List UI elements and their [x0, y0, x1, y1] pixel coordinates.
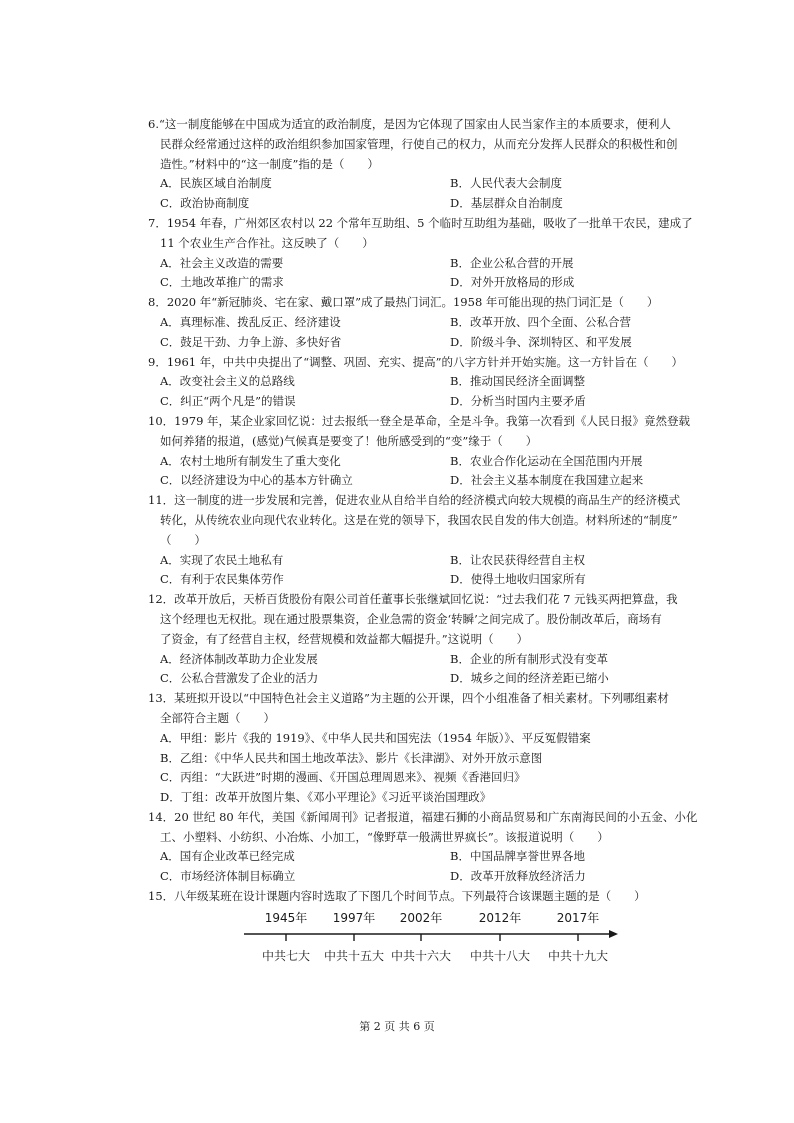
- answer-options: [148, 372, 728, 412]
- timeline-year-label: 2012年: [478, 910, 522, 925]
- timeline-year-label: 2002年: [399, 910, 443, 925]
- answer-option: C．土地改革推广的需求: [160, 275, 284, 290]
- question-item: [148, 491, 728, 590]
- question-stem-line: 11 个农业生产合作社。这反映了（ ）: [160, 235, 374, 250]
- timeline-figure: [148, 909, 728, 971]
- answer-option: A．经济体制改革助力企业发展: [160, 651, 318, 666]
- answer-option: D．对外开放格局的形成: [450, 275, 575, 290]
- answer-option: B．企业公私合营的开展: [450, 255, 574, 270]
- timeline-event-label: 中共十六大: [390, 948, 452, 963]
- answer-option: C．鼓足干劲、力争上游、多快好省: [160, 334, 342, 349]
- timeline-arrow-icon: [609, 930, 618, 938]
- question-item: [148, 214, 728, 293]
- question-stem-line: 转化，从传统农业向现代农业转化。这是在党的领导下，我国农民自发的伟大创造。材料所述的“制度”: [160, 512, 678, 527]
- question-stem-line: 10．1979 年，某企业家回忆说：过去报纸一登全是革命，全是斗争。我第一次看到《人民日报》竟然登载: [148, 413, 691, 428]
- answer-options: [148, 313, 728, 353]
- question-list: [148, 115, 728, 971]
- question-stem-line: 14．20 世纪 80 年代，美国《新闻周刊》记者报道，福建石狮的小商品贸易和广东南海民间的小五金、小化: [148, 809, 698, 824]
- answer-option: B．人民代表大会制度: [450, 176, 562, 191]
- answer-option: D．改革开放释放经济活力: [450, 869, 586, 884]
- question-stem-line: 全部符合主题（ ）: [160, 710, 275, 725]
- question-item: [148, 353, 728, 412]
- question-stem-line: 工、小塑料、小纺织、小冶炼、小加工，“像野草一般满世界疯长”。该报道说明（ ）: [160, 829, 609, 844]
- answer-option: B．乙组：《中华人民共和国土地改革法》、影片《长津湖》、对外开放示意图: [160, 750, 543, 765]
- answer-option: C．公私合营激发了企业的活力: [160, 671, 319, 686]
- answer-options: [148, 847, 728, 887]
- answer-option: D．丁组：改革开放图片集、《邓小平理论》《习近平谈治国理政》: [160, 790, 492, 805]
- timeline-year-label: 2017年: [556, 910, 600, 925]
- question-stem-line: 造性。”材料中的“这一制度”指的是（ ）: [160, 156, 379, 171]
- question-item: [148, 887, 728, 971]
- question-stem-line: 民群众经常通过这样的政治组织参加国家管理，行使自己的权力，从而充分发挥人民群众的积极性和创: [160, 136, 678, 151]
- answer-options: [148, 254, 728, 294]
- question-stem-line: 8．2020 年“新冠肺炎、宅在家、戴口罩”成了最热门词汇。1958 年可能出现的热门词汇是（ ）: [148, 295, 659, 310]
- question-stem-line: 15．八年级某班在设计课题内容时选取了下图几个时间节点。下列最符合该课题主题的是（ ）: [148, 889, 646, 904]
- question-item: [148, 293, 728, 352]
- answer-option: B．农业合作化运动在全国范围内开展: [450, 453, 643, 468]
- answer-option: D．社会主义基本制度在我国建立起来: [450, 473, 644, 488]
- answer-option: C．政治协商制度: [160, 196, 250, 211]
- answer-option: C．以经济建设为中心的基本方针确立: [160, 473, 353, 488]
- question-stem-line: 了资金，有了经营自主权，经营规模和效益都大幅提升。”这说明（ ）: [160, 631, 529, 646]
- question-stem-line: 6.“这一制度能够在中国成为适宜的政治制度，是因为它体现了国家由人民当家作主的本质要求，便利人: [148, 117, 671, 131]
- page-number: 第 2 页 共 6 页: [359, 1020, 435, 1033]
- answer-option: A．甲组：影片《我的 1919》、《中华人民共和国宪法（1954 年版）》、平反冤假错案: [160, 730, 591, 745]
- timeline-event-label: 中共七大: [261, 948, 311, 963]
- timeline-year-label: 1997年: [332, 910, 376, 925]
- question-item: [148, 590, 728, 689]
- question-stem-line: 7．1954 年春，广州郊区农村以 22 个常年互助组、5 个临时互助组为基础，吸收了一批单干农民，建成了: [148, 215, 693, 230]
- answer-option: B．改革开放、四个全面、公私合营: [450, 314, 631, 329]
- timeline-event-label: 中共十五大: [323, 948, 385, 963]
- answer-option: B．推动国民经济全面调整: [450, 374, 585, 389]
- answer-option: C．市场经济体制目标确立: [160, 869, 296, 884]
- answer-options: [148, 174, 728, 214]
- question-stem-line: 如何养猪的报道，(感觉)气候真是要变了！他所感受到的“变”缘于（ ）: [160, 433, 538, 448]
- answer-option: D．阶级斗争、深圳特区、和平发展: [450, 334, 632, 349]
- question-item: [148, 115, 728, 214]
- answer-option: D．基层群众自治制度: [450, 196, 563, 211]
- timeline-event-label: 中共十九大: [547, 948, 609, 963]
- answer-options: [148, 551, 728, 591]
- answer-option: A．农村土地所有制发生了重大变化: [160, 453, 341, 468]
- answer-option: D．城乡之间的经济差距已缩小: [450, 671, 609, 686]
- answer-option: C．纠正“两个凡是”的错误: [160, 394, 296, 409]
- question-stem-line: 12．改革开放后，天桥百货股份有限公司首任董事长张继斌回忆说：“过去我们花 7 元钱买两把算盘，我: [148, 592, 678, 607]
- timeline-year-label: 1945年: [264, 910, 308, 925]
- answer-option: A．改变社会主义的总路线: [160, 374, 295, 389]
- answer-options: [148, 650, 728, 690]
- answer-option: A．社会主义改造的需要: [160, 255, 284, 270]
- question-stem-line: 13．某班拟开设以“中国特色社会主义道路”为主题的公开课，四个小组准备了相关素材。下列哪组素材: [148, 691, 669, 706]
- answer-option: C．丙组：“大跃进”时期的漫画、《开国总理周恩来》、视频《香港回归》: [160, 770, 526, 785]
- answer-option: B．中国品牌享誉世界各地: [450, 849, 585, 864]
- answer-option: A．实现了农民土地私有: [160, 552, 284, 567]
- answer-option: A．国有企业改革已经完成: [160, 849, 295, 864]
- question-item: [148, 689, 728, 808]
- question-item: [148, 412, 728, 491]
- question-stem-line: 9．1961 年，中共中央提出了“调整、巩固、充实、提高”的八字方针并开始实施。这一方针旨在（ ）: [148, 354, 683, 369]
- answer-option: D．使得土地收归国家所有: [450, 572, 586, 587]
- question-stem-line: （ ）: [160, 532, 206, 547]
- answer-option: D．分析当时国内主要矛盾: [450, 394, 586, 409]
- answer-option: A．民族区域自治制度: [160, 176, 272, 191]
- answer-option: A．真理标准、拨乱反正、经济建设: [160, 314, 341, 329]
- answer-options: [148, 729, 728, 808]
- answer-option: B．让农民获得经营自主权: [450, 552, 585, 567]
- question-stem-line: 这个经理也无权批。现在通过股票集资，企业急需的资金‘转瞬’之间完成了。股份制改革后，商场有: [160, 611, 662, 626]
- answer-option: B．企业的所有制形式没有变革: [450, 651, 608, 666]
- answer-option: C．有利于农民集体劳作: [160, 572, 284, 587]
- question-stem-line: 11．这一制度的进一步发展和完善，促进农业从自给半自给的经济模式向较大规模的商品生产的经济模式: [148, 493, 681, 508]
- timeline-event-label: 中共十八大: [469, 948, 531, 963]
- question-item: [148, 808, 728, 887]
- answer-options: [148, 452, 728, 492]
